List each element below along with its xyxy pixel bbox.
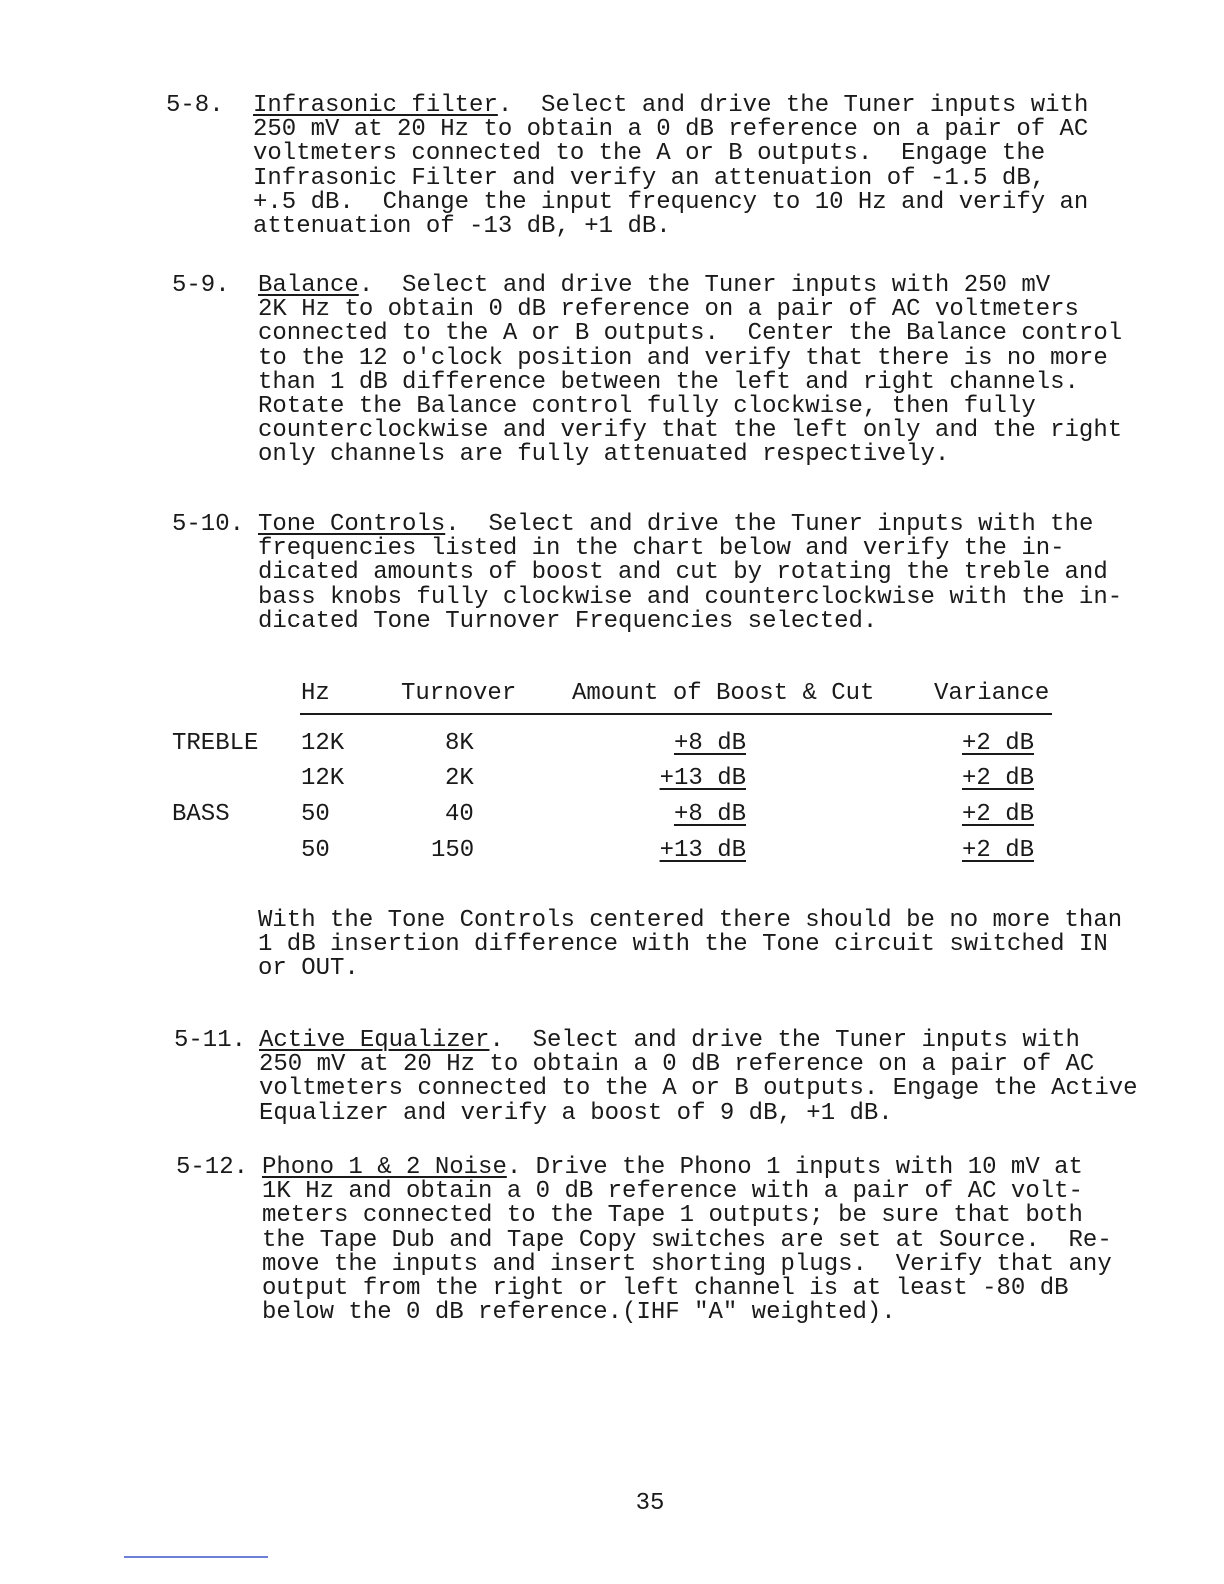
text-line: voltmeters connected to the A or B outputs. Engage the Active bbox=[259, 1075, 1138, 1103]
text-line: 250 mV at 20 Hz to obtain a 0 dB reference on a pair of AC bbox=[253, 116, 1089, 144]
text-line: dicated amounts of boost and cut by rotating the treble and bbox=[258, 559, 1108, 587]
text-line: or OUT. bbox=[258, 955, 359, 983]
text-line: Infrasonic filter. Select and drive the Tuner inputs with bbox=[253, 92, 1089, 119]
text-line: Rotate the Balance control fully clockwise, then fully bbox=[258, 392, 1036, 420]
section-text bbox=[253, 94, 1088, 239]
section-text bbox=[259, 1029, 1138, 1126]
text-line: below the 0 dB reference.(IHF "A" weighted). bbox=[262, 1299, 896, 1327]
text-line: connected to the A or B outputs. Center the Balance control bbox=[258, 320, 1123, 348]
section-title: Active Equalizer bbox=[259, 1027, 490, 1054]
row-hz: 50 bbox=[301, 837, 330, 864]
text-line: move the inputs and insert shorting plugs. Verify that any bbox=[262, 1250, 1112, 1278]
section-number: 5-8. bbox=[166, 92, 224, 119]
row-variance: +2 dB bbox=[962, 837, 1035, 864]
section-title: Tone Controls bbox=[258, 511, 446, 538]
row-turnover: 2K bbox=[445, 765, 474, 792]
tone-table bbox=[0, 680, 1224, 880]
header-hz: Hz bbox=[301, 680, 330, 707]
text-line: output from the right or left channel is at least -80 dB bbox=[262, 1274, 1069, 1302]
row-turnover: 40 bbox=[445, 801, 474, 828]
text-line: only channels are fully attenuated respectively. bbox=[258, 441, 950, 469]
section-text bbox=[262, 1156, 1112, 1325]
text-line: Infrasonic Filter and verify an attenuation of -1.5 dB, bbox=[253, 164, 1046, 192]
text-line: Active Equalizer. Select and drive the Tuner inputs with bbox=[259, 1027, 1080, 1054]
footer-rule bbox=[124, 1556, 268, 1558]
section-number: 5-11. bbox=[174, 1027, 247, 1054]
text-line: Tone Controls. Select and drive the Tuner inputs with the bbox=[258, 511, 1094, 538]
text-line: bass knobs fully clockwise and counterclockwise with the in- bbox=[258, 583, 1123, 611]
section-number: 5-12. bbox=[176, 1154, 249, 1181]
row-turnover: 150 bbox=[431, 837, 475, 864]
header-amount: Amount of Boost & Cut bbox=[572, 680, 875, 707]
tone-note bbox=[258, 909, 1122, 982]
row-amount: +8 dB bbox=[673, 730, 746, 757]
text-line: Balance. Select and drive the Tuner inputs with 250 mV bbox=[258, 272, 1051, 299]
text-line: +.5 dB. Change the input frequency to 10 Hz and verify an bbox=[253, 188, 1089, 216]
row-variance: +2 dB bbox=[962, 801, 1035, 828]
text-line: frequencies listed in the chart below and verify the in- bbox=[258, 535, 1065, 563]
header-rule bbox=[300, 713, 1052, 715]
section-number: 5-9. bbox=[172, 272, 230, 299]
text-line: meters connected to the Tape 1 outputs; be sure that both bbox=[262, 1202, 1083, 1230]
row-hz: 12K bbox=[301, 730, 345, 757]
header-turnover: Turnover bbox=[401, 680, 517, 707]
text-line: 250 mV at 20 Hz to obtain a 0 dB reference on a pair of AC bbox=[259, 1051, 1095, 1079]
page-number: 35 bbox=[635, 1490, 665, 1517]
text-line: counterclockwise and verify that the left only and the right bbox=[258, 417, 1123, 445]
text-line: 1 dB insertion difference with the Tone circuit switched IN bbox=[258, 931, 1108, 959]
section-title: Balance bbox=[258, 272, 359, 299]
section-text bbox=[258, 274, 1122, 468]
row-amount: +13 dB bbox=[659, 765, 746, 792]
text-line: the Tape Dub and Tape Copy switches are set at Source. Re- bbox=[262, 1226, 1112, 1254]
text-line: attenuation of -13 dB, +1 dB. bbox=[253, 212, 671, 240]
header-variance: Variance bbox=[934, 680, 1050, 707]
row-hz: 12K bbox=[301, 765, 345, 792]
row-turnover: 8K bbox=[445, 730, 474, 757]
row-amount: +13 dB bbox=[659, 837, 746, 864]
row-group: TREBLE bbox=[172, 730, 259, 757]
text-line: With the Tone Controls centered there should be no more than bbox=[258, 907, 1123, 934]
row-group: BASS bbox=[172, 801, 230, 828]
section-number: 5-10. bbox=[172, 511, 245, 538]
text-line: 2K Hz to obtain 0 dB reference on a pair of AC voltmeters bbox=[258, 296, 1079, 324]
text-line: voltmeters connected to the A or B outputs. Engage the bbox=[253, 140, 1046, 168]
row-amount: +8 dB bbox=[673, 801, 746, 828]
section-title: Phono 1 & 2 Noise bbox=[262, 1154, 507, 1181]
text-line: dicated Tone Turnover Frequencies selected. bbox=[258, 607, 878, 635]
text-line: Equalizer and verify a boost of 9 dB, +1 dB. bbox=[259, 1099, 893, 1127]
row-hz: 50 bbox=[301, 801, 330, 828]
section-text bbox=[258, 513, 1122, 634]
section-title: Infrasonic filter bbox=[253, 92, 498, 119]
text-line: than 1 dB difference between the left and right channels. bbox=[258, 368, 1079, 396]
text-line: Phono 1 & 2 Noise. Drive the Phono 1 inputs with 10 mV at bbox=[262, 1154, 1083, 1181]
row-variance: +2 dB bbox=[962, 730, 1035, 757]
text-line: to the 12 o'clock position and verify that there is no more bbox=[258, 344, 1108, 372]
text-line: 1K Hz and obtain a 0 dB reference with a pair of AC volt- bbox=[262, 1178, 1083, 1206]
row-variance: +2 dB bbox=[962, 765, 1035, 792]
